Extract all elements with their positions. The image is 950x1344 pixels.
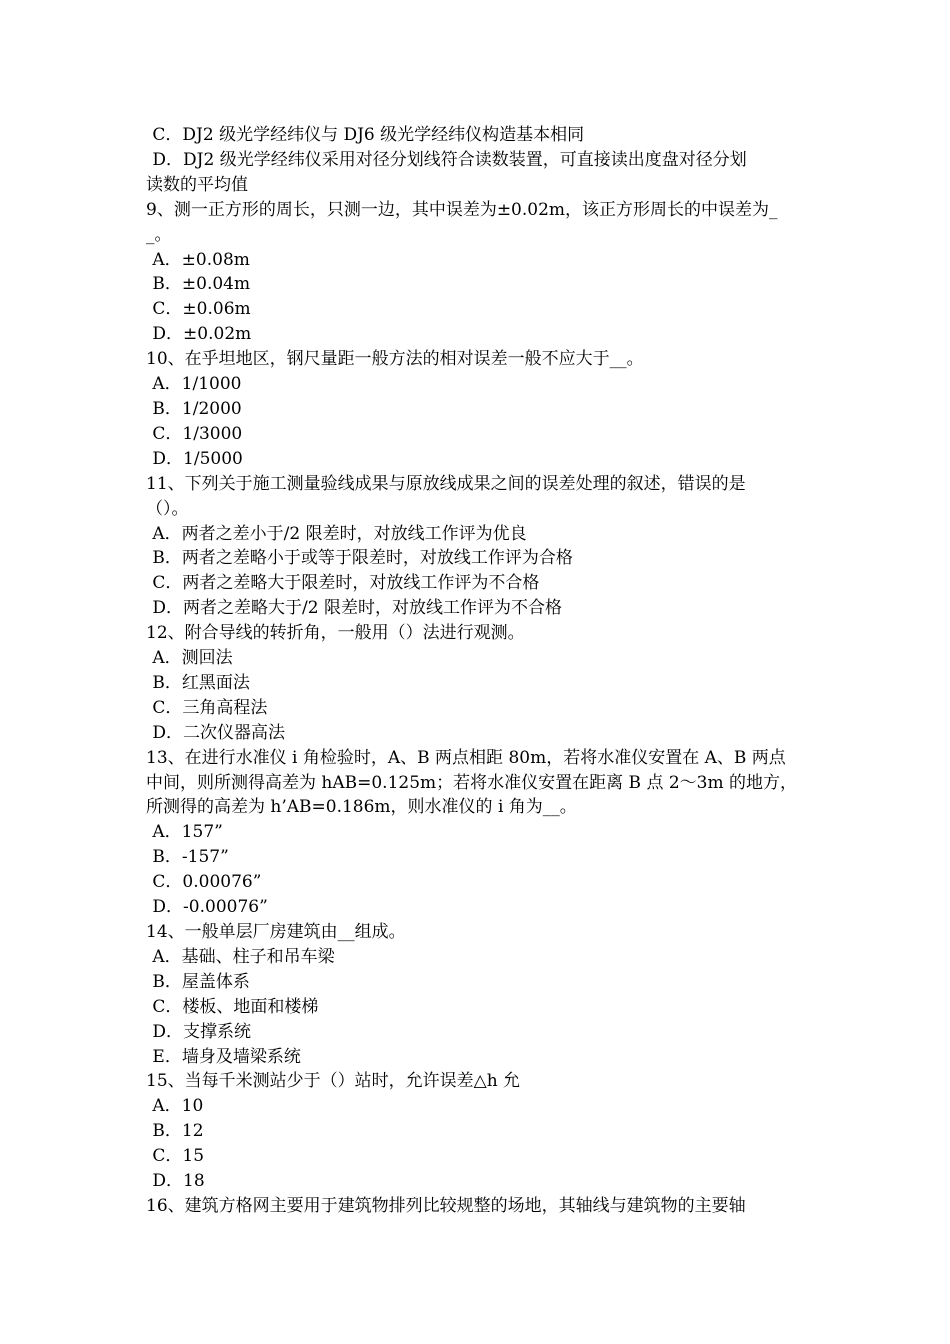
option-line: D．DJ2 级光学经纬仪采用对径分划线符合读数装置，可直接读出度盘对径分划	[147, 149, 747, 170]
question-9-stem-continuation: _。	[146, 224, 172, 245]
question-15-option-c: C．15	[147, 1146, 205, 1167]
question-12-option-b: B．红黑面法	[147, 672, 250, 693]
question-9-option-a: A．±0.08m	[147, 249, 250, 270]
question-11-option-a: A．两者之差小于/2 限差时，对放线工作评为优良	[147, 523, 527, 544]
question-11-option-b: B．两者之差略小于或等于限差时，对放线工作评为合格	[147, 548, 573, 569]
question-11-option-d: D．两者之差略大于/2 限差时，对放线工作评为不合格	[147, 598, 562, 619]
question-12-option-a: A．测回法	[147, 648, 233, 669]
question-13-option-a: A．157”	[147, 822, 223, 843]
question-13-option-c: C．0.00076”	[147, 872, 262, 893]
question-14-option-c: C．楼板、地面和楼梯	[147, 996, 319, 1017]
question-14-option-b: B．屋盖体系	[147, 971, 250, 992]
option-line: C．DJ2 级光学经纬仪与 DJ6 级光学经纬仪构造基本相同	[147, 125, 585, 145]
question-14-option-e: E．墙身及墙梁系统	[147, 1046, 301, 1067]
question-11-stem-continuation: （）。	[146, 498, 189, 519]
question-11-stem: 11、下列关于施工测量验线成果与原放线成果之间的误差处理的叙述，错误的是	[146, 473, 746, 494]
question-12-option-c: C．三角高程法	[147, 697, 268, 718]
question-11-option-c: C．两者之差略大于限差时，对放线工作评为不合格	[147, 573, 540, 594]
question-9-stem: 9、测一正方形的周长，只测一边，其中误差为±0.02m，该正方形周长的中误差为_	[146, 199, 778, 220]
question-10-option-a: A．1/1000	[147, 374, 242, 395]
question-10-stem: 10、在乎坦地区，钢尺量距一般方法的相对误差一般不应大于__。	[146, 349, 644, 370]
question-13-option-b: B．-157”	[147, 847, 229, 868]
question-9-option-d: D．±0.02m	[147, 324, 252, 345]
question-15-option-d: D．18	[147, 1171, 205, 1192]
question-16-stem: 16、建筑方格网主要用于建筑物排列比较规整的场地，其轴线与建筑物的主要轴	[146, 1195, 746, 1216]
question-9-option-c: C．±0.06m	[147, 299, 251, 320]
question-13-option-d: D．-0.00076”	[147, 897, 268, 918]
question-10-option-d: D．1/5000	[147, 448, 243, 469]
document-page	[146, 123, 816, 1219]
question-15-stem: 15、当每千米测站少于（）站时，允许误差△h 允	[146, 1071, 521, 1092]
question-10-option-c: C．1/3000	[147, 423, 243, 444]
question-15-option-b: B．12	[147, 1121, 204, 1142]
question-14-option-d: D．支撑系统	[147, 1021, 252, 1042]
question-15-option-a: A．10	[147, 1096, 204, 1117]
question-13-stem-continuation: 所测得的高差为 h’AB=0.186m，则水准仪的 i 角为__。	[146, 797, 577, 818]
question-14-option-a: A．基础、柱子和吊车梁	[147, 946, 335, 967]
question-9-option-b: B．±0.04m	[147, 274, 251, 295]
question-12-option-d: D．二次仪器高法	[147, 722, 286, 743]
question-13-stem: 13、在进行水准仪 i 角检验时，A、B 两点相距 80m，若将水准仪安置在 A、B 两点	[146, 747, 786, 768]
option-continuation-line: 读数的平均值	[146, 174, 248, 195]
question-14-stem: 14、一般单层厂房建筑由__组成。	[146, 922, 406, 942]
question-12-stem: 12、附合导线的转折角，一般用（）法进行观测。	[146, 623, 525, 644]
question-13-stem-continuation: 中间，则所测得高差为 hAB=0.125m；若将水准仪安置在距离 B 点 2～3m 的地方，	[146, 772, 798, 793]
question-10-option-b: B．1/2000	[147, 398, 242, 419]
